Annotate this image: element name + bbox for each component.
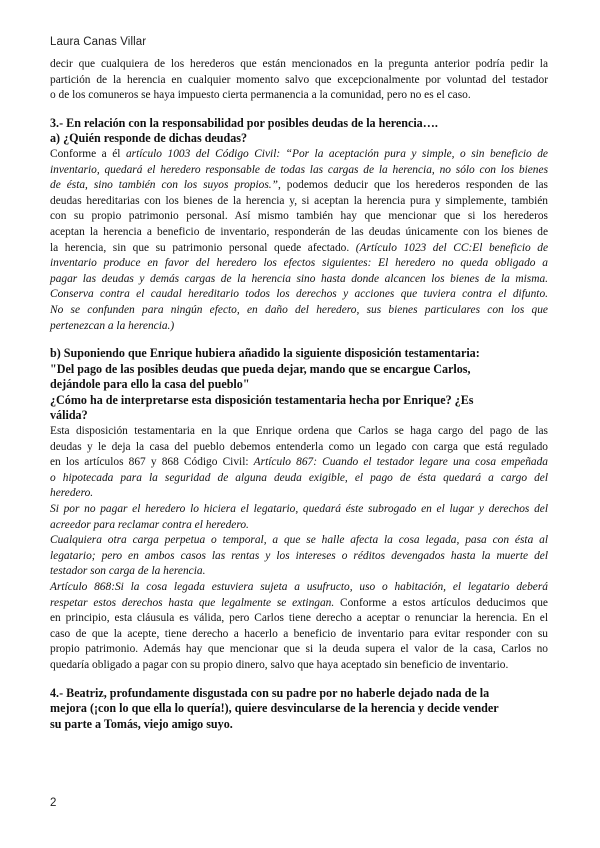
paragraph-line: Si por no pagar el heredero lo hiciera el legatario, quedará éste subrogado en el lugar y derechos del (50, 503, 548, 516)
paragraph-line: caso de que la acepte, tiene derecho a hacerlo a beneficio de inventario para evitar responder con su (50, 627, 548, 640)
paragraph-line: aceptan la herencia a beneficio de inventario, responderán de las deudas únicamente con los bienes de (50, 225, 548, 238)
quote-span: Artículo 867: Cuando el testador legare una cosa empeñada (253, 456, 548, 469)
question-b-heading: b) Suponiendo que Enrique hubiera añadido la siguiente disposición testamentaria: (50, 346, 480, 361)
paragraph-line: No se confunden para ningún efecto, en daño del heredero, sus bienes particulares con los que (50, 303, 548, 316)
document-body (50, 57, 548, 732)
intro-line: o de los comuneros se haya impuesto cierta permanencia a la comunidad, pero no es el caso. (50, 89, 471, 102)
paragraph-line: propio patrimonio. Además hay que mencionar que si la deuda supera el valor de la casa, Carlos no (50, 643, 548, 656)
paragraph-line: testador son carga de la herencia. (50, 565, 206, 578)
question-b-heading: válida? (50, 408, 88, 423)
section-4-heading: mejora (¡con lo que ella lo quería!), quiere desvincularse de la herencia y decide vender (50, 701, 499, 716)
quote-span: (Artículo 1023 del CC:El beneficio de (355, 241, 549, 254)
paragraph-line: Artículo 868:Si la cosa legada estuviera sujeta a usufructo, uso o habitación, el legatario deberá (50, 581, 548, 593)
paragraph-line: inventario, quedará el heredero responsable de todas las cargas de la herencia, no sólo con los bienes (50, 163, 548, 176)
paragraph-line: en principio, esta cláusula es válida, pero Carlos tiene derecho a aceptar o renunciar la herencia. En el (50, 612, 548, 625)
question-b-heading: dejándole para ello la casa del pueblo" (50, 377, 250, 392)
page-header-author: Laura Canas Villar (50, 36, 147, 48)
text-span: Conforme a estos artículos deducimos que (334, 596, 548, 609)
section-4-heading: su parte a Tomás, viejo amigo suyo. (50, 716, 233, 731)
paragraph-line: pertenezcan a la herencia.) (50, 319, 175, 332)
paragraph-line (50, 596, 548, 612)
question-b-heading: ¿Cómo ha de interpretarse esta disposición testamentaria hecha por Enrique? ¿Es (50, 392, 474, 407)
paragraph-line (50, 178, 548, 194)
paragraph-line: acreedor para reclamar contra el heredero. (50, 518, 249, 531)
paragraph-line: Cualquiera otra carga perpetua o temporal, a que se halle afecta la cosa legada, pasa con ésta al (50, 534, 548, 547)
section-4-heading: 4.- Beatriz, profundamente disgustada con su padre por no haberle dejado nada de la (50, 685, 490, 700)
paragraph-line (50, 455, 548, 471)
section-3-heading: 3.- En relación con la responsabilidad por posibles deudas de la herencia…. (50, 115, 438, 130)
text-span: , podemos deducir que los herederos responden de las (277, 179, 548, 192)
text-span: la herencia, sin que su patrimonio personal quede afectado. (50, 241, 356, 254)
paragraph-line: Conserva contra el caudal hereditario todos los derechos y acciones que tuviera contra el difunto. (50, 288, 548, 301)
question-b-heading: "Del pago de las posibles deudas que pueda dejar, mando que se encargue Carlos, (50, 361, 471, 376)
text-span: Conforme a él (50, 147, 126, 160)
quote-span: respetar estos derechos hasta que legalmente se extingan. (50, 596, 335, 609)
paragraph-line: pagar las deudas y demás cargas de la herencia sino hasta donde alcancen los bienes de la misma. (50, 272, 548, 285)
paragraph-line: deudas hereditarias con los bienes de la herencia y, si aceptan la herencia pura y simplemente, también (50, 194, 548, 207)
paragraph-line: quedaría obligado a pagar con su propio dinero, salvo que haya aceptado sin beneficio de inventario. (50, 658, 509, 671)
quote-span: de ésta, sino también con los suyos propios.” (50, 179, 278, 192)
quote-span: artículo 1003 del Código Civil: “Por la aceptación pura y simple, o sin beneficio de (125, 147, 548, 160)
intro-line: partición de la herencia en cualquier momento salvo que excepcionalmente por voluntad del testador (50, 73, 548, 86)
paragraph-line: o hipotecada para la seguridad de alguna deuda exigible, el pago de ésta quedará a cargo del (50, 471, 548, 484)
intro-line: decir que cualquiera de los herederos que están mencionados en la pregunta anterior podría pedir la (50, 58, 548, 70)
paragraph-line (50, 147, 548, 163)
paragraph-line: con su propio patrimonio personal. Así mismo también hay que mencionar que si los herederos (50, 210, 548, 223)
paragraph-line: Esta disposición testamentaria en la que Enrique ordena que Carlos se haga cargo del pago de las (50, 425, 548, 438)
paragraph-line: deudas y le deja la casa del pueblo debemos entenderla como un legado con carga que está regulado (50, 440, 548, 453)
paragraph-line: heredero. (50, 487, 94, 500)
question-a-heading: a) ¿Quién responde de dichas deudas? (50, 131, 248, 146)
page-number: 2 (50, 797, 57, 809)
text-span: en los artículos 867 y 868 Código Civil: (50, 456, 254, 469)
paragraph-line (50, 241, 548, 257)
paragraph-line: legatario; pero en ambos casos las rentas y los intereses o réditos devengados hasta la muerte del (50, 549, 548, 562)
paragraph-line: inventario produce en favor del heredero los efectos siguientes: El heredero no queda obligado a (50, 257, 548, 270)
